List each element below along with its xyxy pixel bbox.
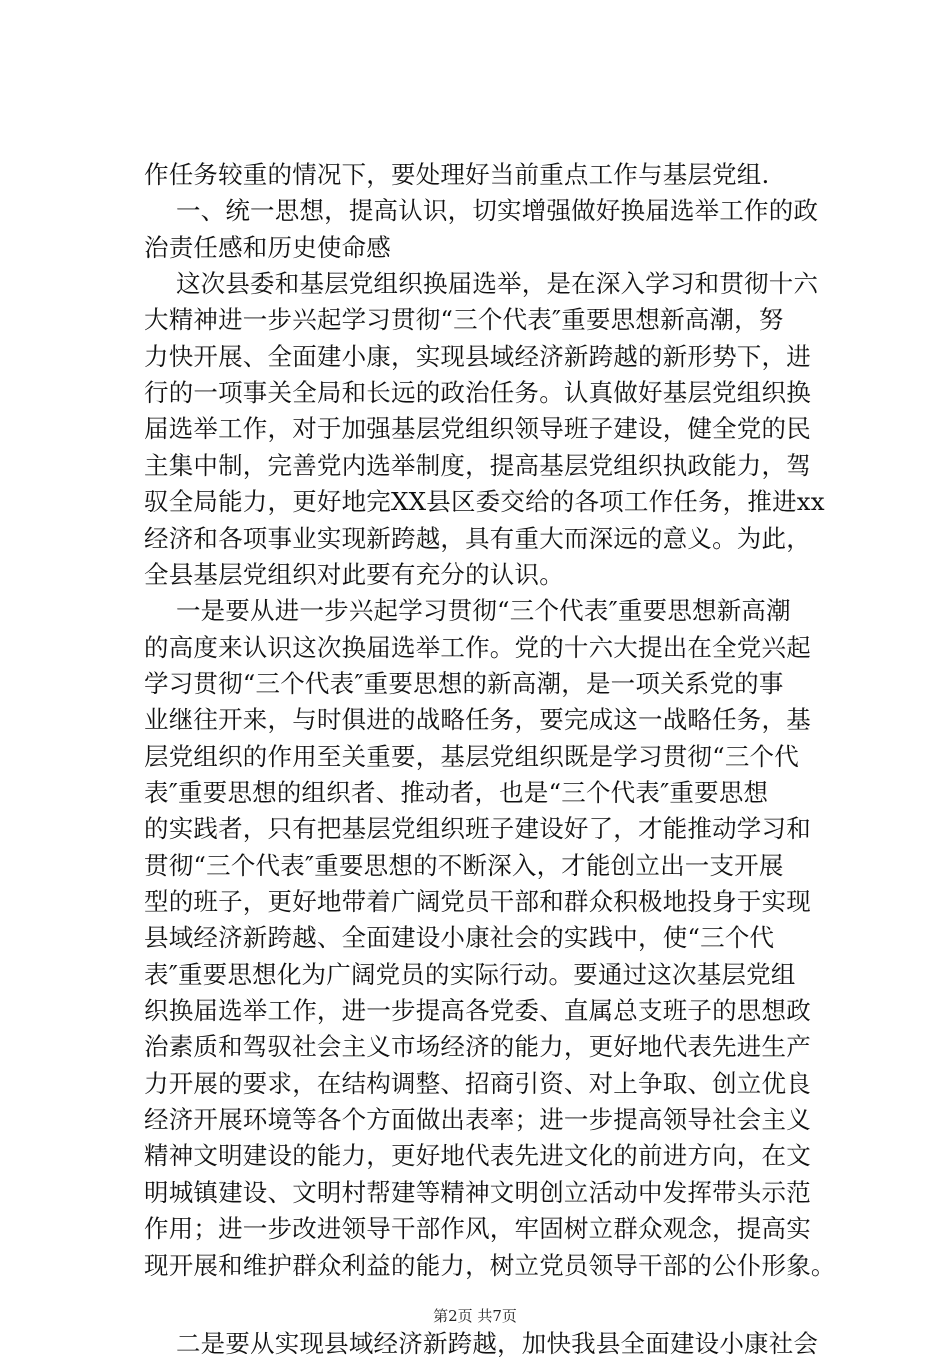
- text-line: 力开展的要求，在结构调整、招商引资、对上争取、创立优良: [144, 1069, 811, 1098]
- text-line: 的实践者，只有把基层党组织班子建设好了，才能推动学习和: [144, 814, 811, 843]
- text-line: 经济开展环境等各个方面做出表率；进一步提高领导社会主义: [144, 1105, 811, 1134]
- text-line: 表″重要思想化为广阔党员的实际行动。要通过这次基层党组: [144, 960, 796, 989]
- text-line: 经济和各项事业实现新跨越，具有重大而深远的意义。为此，: [144, 524, 811, 553]
- text-line: 型的班子，更好地带着广阔党员干部和群众积极地投身于实现: [144, 887, 811, 916]
- text-line: 层党组织的作用至关重要，基层党组织既是学习贯彻“三个代: [144, 742, 799, 771]
- text-line: 力快开展、全面建小康，实现县域经济新跨越的新形势下，进: [144, 342, 811, 371]
- text-line: 县域经济新跨越、全面建设小康社会的实践中，使“三个代: [144, 923, 775, 952]
- text-line: 届选举工作，对于加强基层党组织领导班子建设，健全党的民: [144, 414, 811, 443]
- text-line: 业继往开来，与时俱进的战略任务，要完成这一战略任务，基: [144, 705, 811, 734]
- text-line: 大精神进一步兴起学习贯彻“三个代表″重要思想新高潮，努: [144, 305, 784, 334]
- text-line: 的高度来认识这次换届选举工作。党的十六大提出在全党兴起: [144, 633, 811, 662]
- text-line: 主集中制，完善党内选举制度，提高基层党组织执政能力，驾: [144, 451, 811, 480]
- text-line: 现开展和维护群众利益的能力，树立党员领导干部的公仆形象。: [144, 1251, 836, 1280]
- text-line: 学习贯彻“三个代表″重要思想的新高潮，是一项关系党的事: [144, 669, 784, 698]
- text-line: 一是要从进一步兴起学习贯彻“三个代表″重要思想新高潮: [144, 596, 791, 625]
- text-line: 这次县委和基层党组织换届选举，是在深入学习和贯彻十六: [144, 269, 819, 298]
- text-line: 行的一项事关全局和长远的政治任务。认真做好基层党组织换: [144, 378, 811, 407]
- text-line: 二是要从实现县域经济新跨越，加快我县全面建设小康社会: [144, 1329, 819, 1358]
- text-line: 一、统一思想，提高认识，切实增强做好换届选举工作的政: [144, 196, 819, 225]
- text-line: 作用；进一步改进领导干部作风，牢固树立群众观念，提高实: [144, 1214, 811, 1243]
- text-line: 驭全局能力，更好地完XX县区委交给的各项工作任务，推进xx: [144, 487, 825, 516]
- text-line: 全县基层党组织对此要有充分的认识。: [144, 560, 564, 589]
- text-line: 贯彻“三个代表″重要思想的不断深入，才能创立出一支开展: [144, 851, 784, 880]
- text-line: 治素质和驾驭社会主义市场经济的能力，更好地代表先进生产: [144, 1032, 811, 1061]
- text-line: 作任务较重的情况下，要处理好当前重点工作与基层党组.: [144, 160, 770, 189]
- text-line: 织换届选举工作，进一步提高各党委、直属总支班子的思想政: [144, 996, 811, 1025]
- text-line: 明城镇建设、文明村帮建等精神文明创立活动中发挥带头示范: [144, 1178, 811, 1207]
- text-line: 治责任感和历史使命感: [144, 233, 391, 262]
- text-line: 精神文明建设的能力，更好地代表先进文化的前进方向，在文: [144, 1141, 811, 1170]
- page-footer: 第2页 共7页: [433, 1307, 517, 1325]
- text-line: 表″重要思想的组织者、推动者，也是“三个代表″重要思想: [144, 778, 769, 807]
